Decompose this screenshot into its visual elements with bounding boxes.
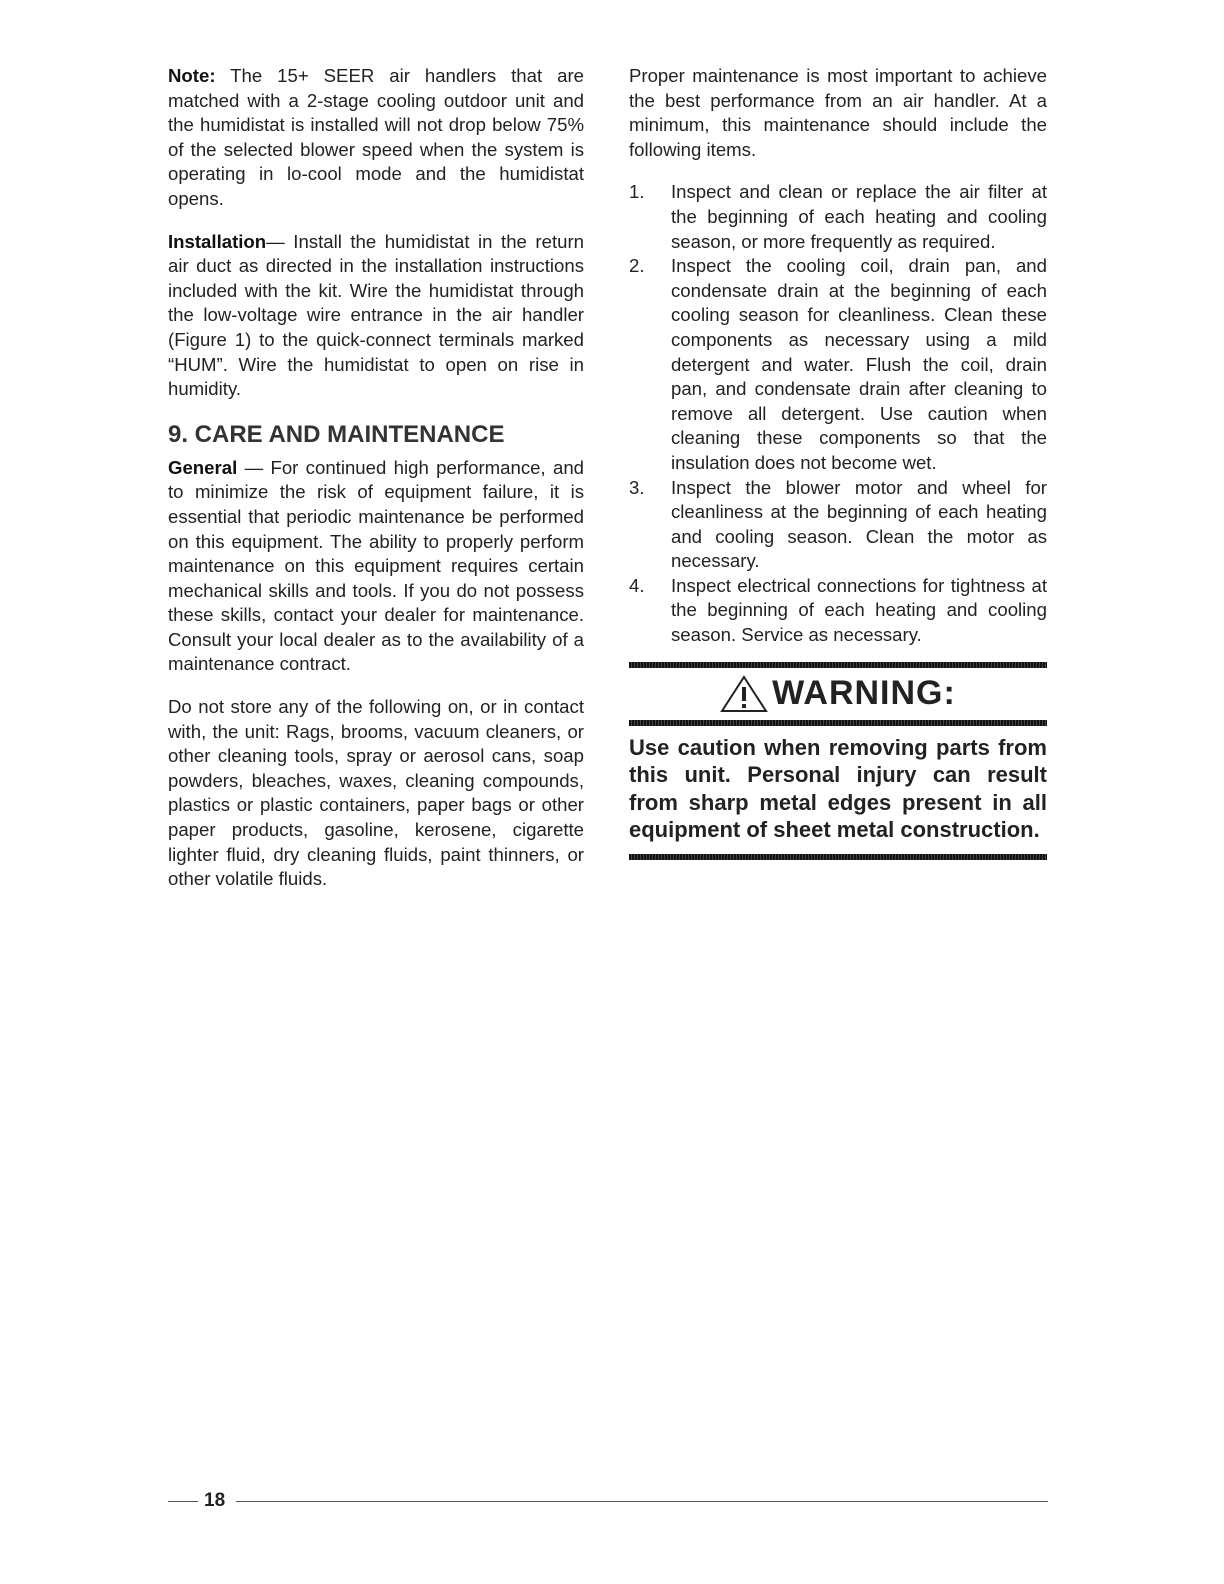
general-paragraph [168, 456, 584, 677]
list-item [629, 476, 1047, 574]
list-item-text: Inspect the blower motor and wheel for cleanliness at the beginning of each heating and cooling season. Clean the motor as necessary. [671, 476, 1047, 572]
list-item-text: Inspect electrical connections for tightness at the beginning of each heating and cooling season. Service as necessary. [671, 574, 1047, 646]
warning-title [629, 668, 1047, 720]
note-paragraph [168, 64, 584, 212]
page-number: 18 [204, 1490, 226, 1511]
list-item-text: Inspect the cooling coil, drain pan, and condensate drain at the beginning of each cooling season for cleanliness. Clean these components as necessary using a mild detergent and water. Flush the coil, drain pan, and condensate drain after cleaning to remove all detergent. Use caution when cleaning these components so that the insulation does not become wet. [671, 255, 1047, 473]
warning-text: Use caution when removing parts from this unit. Personal injury can result from sharp metal edges present in all equipment of sheet metal construction. [629, 734, 1047, 843]
warning-title-text: WARNING: [772, 674, 956, 713]
section-heading: 9. CARE AND MAINTENANCE [168, 420, 505, 448]
list-item-number: 2. [629, 255, 645, 277]
warning-triangle-icon [720, 675, 768, 713]
note-lead: Note: [168, 65, 216, 86]
general-text: — For continued high performance, and to minimize the risk of equipment failure, it is essential that periodic maintenance be performed on this equipment. The ability to properly perform maintenance on this equipment requires certain mechanical skills and tools. If you do not possess these skills, contact your dealer for maintenance. Consult your local dealer as to the availability of a maintenance contract. [168, 456, 584, 675]
installation-lead: Installation [168, 230, 267, 252]
list-item [629, 574, 1047, 648]
general-lead: General [168, 456, 238, 478]
warning-box [629, 662, 1047, 860]
list-item [629, 180, 1047, 254]
warning-bottom-rule [629, 854, 1047, 860]
right-column [629, 64, 1047, 860]
note-text: The 15+ SEER air handlers that are matched with a 2-stage cooling outdoor unit and the humidistat is installed will not drop below 75% of the selected blower speed when the system is operating in lo-cool mode and the humidistat opens. [168, 65, 584, 209]
list-item-text: Inspect and clean or replace the air filter at the beginning of each heating and cooling season, or more frequently as required. [671, 181, 1047, 252]
list-item-number: 4. [629, 574, 645, 596]
left-column [168, 64, 584, 910]
warning-mid-rule [629, 720, 1047, 726]
installation-text: — Install the humidistat in the return air duct as directed in the installation instructions included with the kit. Wire the humidistat through the low-voltage wire entrance in the air handler (Figure 1) to the quick-connect terminals marked “HUM”. Wire the humidistat to open on rise in humidity. [168, 230, 584, 400]
list-item-number: 3. [629, 476, 645, 498]
footer-rule-right [236, 1501, 1048, 1502]
footer-rule-left [168, 1501, 198, 1502]
maintenance-list [629, 180, 1047, 647]
maintenance-intro: Proper maintenance is most important to achieve the best performance from an air handler. At a minimum, this maintenance should include the following items. [629, 65, 1047, 160]
list-item [629, 254, 1047, 475]
list-item-number: 1. [629, 181, 645, 203]
installation-paragraph [168, 230, 584, 402]
do-not-store-paragraph: Do not store any of the following on, or in contact with, the unit: Rags, brooms, vacuum cleaners, or other cleaning tools, spray or aerosol cans, soap powders, bleaches, waxes, cleaning compounds, plastics or plastic containers, paper bags or other paper products, gasoline, kerosene, cigarette lighter fluid, dry cleaning fluids, paint thinners, or other volatile fluids. [168, 696, 584, 890]
page-footer [168, 1490, 1048, 1514]
